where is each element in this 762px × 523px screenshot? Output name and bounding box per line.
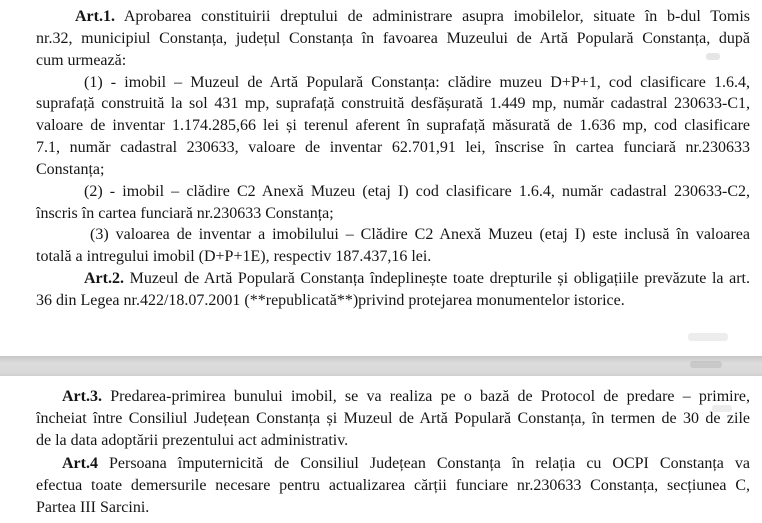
art4-line-1-text: Persoana împuternicită de Consiliul Județean Constanța în relația cu OCPI Constanța va: [109, 455, 750, 472]
scan-bleed-mark: [690, 361, 722, 368]
art1-line-2: nr.32, municipiul Constanța, județul Constanța în favoarea Muzeului de Artă Populară Constanța, după: [36, 30, 750, 47]
item1-line-2: suprafață construită la sol 431 mp, suprafață construită desfășurată 1.449 mp, număr cadastral 230633-C1,: [36, 95, 750, 112]
item3-line-1: (3) valoarea de inventar a imobilului – Clădire C2 Anexă Muzeu (etaj I) este inclusă în valoarea: [90, 226, 750, 243]
art1-line-1: [75, 6, 750, 28]
item1-line-3: valoare de inventar 1.174.285,66 lei și terenul aferent în suprafață măsurată de 1.636 mp, cod clasificare: [36, 117, 750, 134]
item1-line-5: Constanța;: [36, 161, 105, 178]
item2-line-1: (2) - imobil – clădire C2 Anexă Muzeu (etaj I) cod clasificare 1.6.4, număr cadastral 230633-C2,: [84, 183, 750, 200]
art3-heading: Art.3.: [62, 388, 102, 405]
art4-line-1: [62, 453, 750, 475]
page-separator: [0, 356, 762, 376]
art2-line-1: [84, 268, 750, 290]
art3-line-1-text: Predarea-primirea bunului imobil, se va realiza pe o bază de Protocol de predare – primire,: [110, 388, 750, 405]
art2-line-1-text: Muzeul de Artă Populară Constanța îndeplinește toate drepturile și obligațiile prevăzute la art.: [129, 270, 750, 287]
item1-line-4: 7.1, număr cadastral 230633, valoare de inventar 62.701,91 lei, înscrise în cartea funciară nr.230633: [36, 139, 750, 156]
scan-bleed-mark: [688, 333, 728, 341]
art4-line-2: efectua toate demersurile necesare pentru actualizarea cărții funciare nr.230633 Constanța, secțiunea C,: [36, 477, 750, 494]
art3-line-3: de la data adoptării prezentului act administrativ.: [36, 432, 349, 449]
art4-line-3: Partea III Sarcini.: [36, 499, 150, 516]
art2-heading: Art.2.: [84, 270, 124, 287]
art3-line-1: [62, 386, 750, 408]
item3-line-2: totală a intregului imobil (D+P+1E), respectiv 187.437,16 lei.: [36, 248, 432, 265]
art3-line-2: încheiat între Consiliul Județean Constanța și Muzeul de Artă Populară Constanța, în termen de 30 de zile: [36, 410, 750, 427]
art1-line-3: cum urmează:: [36, 52, 127, 69]
art2-line-2: 36 din Legea nr.422/18.07.2001 (**republicată**)privind protejarea monumentelor istorice.: [36, 292, 625, 309]
scan-bleed-mark: [706, 53, 720, 60]
scan-bleed-mark: [712, 405, 732, 412]
art4-heading: Art.4: [62, 455, 98, 472]
item1-line-1: (1) - imobil – Muzeul de Artă Populară Constanța: clădire muzeu D+P+1, cod clasificare 1.6.4,: [84, 74, 750, 91]
art1-line-1-text: Aprobarea constituirii dreptului de administrare asupra imobilelor, situate în b-dul Tomis: [123, 8, 750, 25]
item2-line-2: înscris în cartea funciară nr.230633 Constanța;: [36, 205, 334, 222]
art1-heading: Art.1.: [75, 8, 115, 25]
